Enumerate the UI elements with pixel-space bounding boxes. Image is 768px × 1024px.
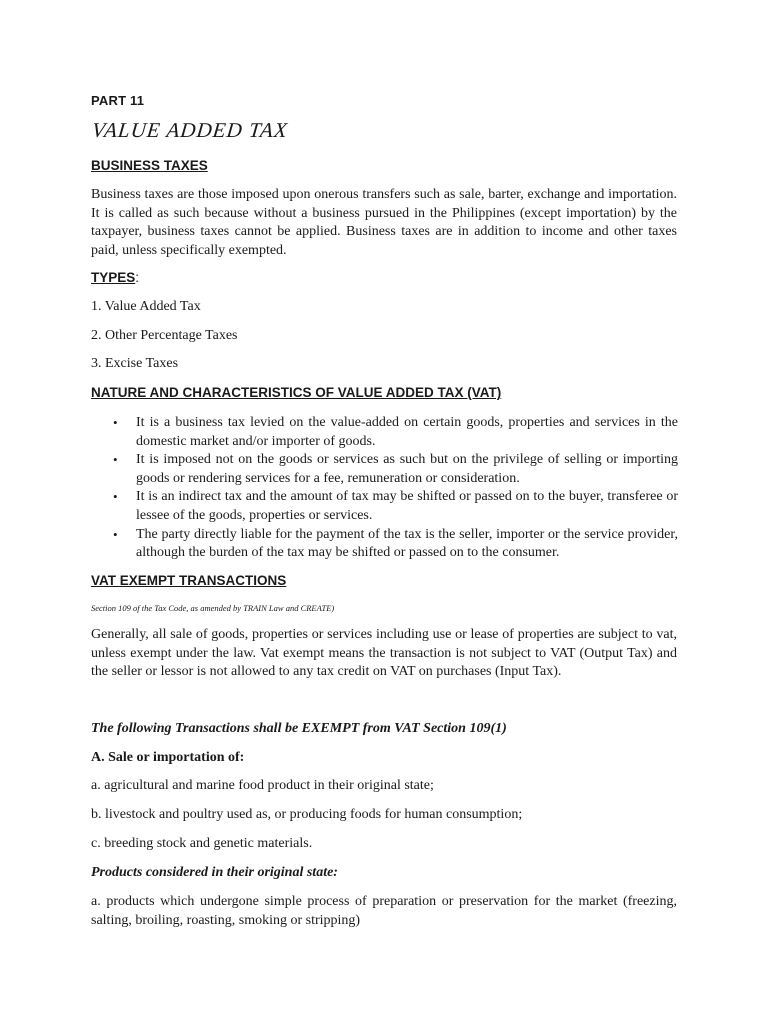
nature-bullet-list	[110, 414, 678, 563]
original-state-heading: Products considered in their original state:	[91, 865, 338, 880]
types-colon: :	[135, 270, 140, 285]
vat-exempt-heading: VAT EXEMPT TRANSACTIONS	[91, 573, 287, 588]
section-a-heading: A. Sale or importation of:	[91, 750, 245, 765]
bullet-dot-icon: •	[113, 415, 118, 430]
nature-bullet-text: It is a business tax levied on the value-added on certain goods, properties and services in the domestic market and/or importer of goods.	[136, 415, 678, 449]
part-label: PART 11	[91, 93, 145, 108]
nature-bullet	[110, 451, 678, 488]
nature-bullet	[110, 414, 678, 451]
vat-exempt-paragraph: Generally, all sale of goods, properties or services including use or lease of properties are subject to vat, unless exempt under the law. Vat exempt means the transaction is not subject to VAT (Output Tax) and the seller or lessor is not allowed to any tax credit on VAT on purchases (Input Tax).	[91, 627, 677, 680]
bullet-dot-icon: •	[113, 452, 118, 468]
nature-heading: NATURE AND CHARACTERISTICS OF VALUE ADDED TAX (VAT)	[91, 385, 502, 400]
nature-bullet-text: The party directly liable for the payment of the tax is the seller, importer or the service provider, although the burden of the tax may be shifted or passed on to the consumer.	[136, 526, 678, 561]
nature-bullet	[110, 488, 678, 525]
page-title: VALUE ADDED TAX	[90, 118, 290, 142]
original-state-item: a. products which undergone simple process of preparation or preservation for the market (freezing, salting, broiling, roasting, smoking or stripping)	[91, 894, 677, 928]
exempt-item-b: b. livestock and poultry used as, or producing foods for human consumption;	[91, 807, 523, 822]
exempt-item-c: c. breeding stock and genetic materials.	[91, 836, 313, 851]
types-heading: TYPES	[91, 270, 136, 285]
nature-bullet-text: It is imposed not on the goods or services as such but on the privilege of selling or importing goods or rendering services for a fee, remuneration or consideration.	[136, 452, 678, 486]
business-taxes-paragraph: Business taxes are those imposed upon onerous transfers such as sale, barter, exchange and importation. It is called as such because without a business pursued in the Philippines (except importation) by the taxpayer, business taxes cannot be applied. Business taxes are in addition to income and other taxes paid, unless specifically exempted.	[91, 187, 677, 258]
exempt-item-a: a. agricultural and marine food product in their original state;	[91, 778, 434, 793]
types-heading-row	[91, 270, 139, 285]
exempt-intro: The following Transactions shall be EXEMPT from VAT Section 109(1)	[91, 721, 507, 736]
nature-bullet	[110, 526, 678, 563]
nature-bullet-text: It is an indirect tax and the amount of tax may be shifted or passed on to the buyer, transferee or lessee of the goods, properties or services.	[136, 489, 678, 523]
type-item-1: 1. Value Added Tax	[91, 299, 201, 314]
business-taxes-heading: BUSINESS TAXES	[91, 158, 208, 173]
vat-exempt-note: Section 109 of the Tax Code, as amended by TRAIN Law and CREATE)	[91, 603, 335, 613]
bullet-dot-icon: •	[113, 489, 118, 505]
bullet-dot-icon: •	[113, 526, 118, 542]
type-item-2: 2. Other Percentage Taxes	[91, 328, 238, 343]
type-item-3: 3. Excise Taxes	[91, 356, 179, 371]
